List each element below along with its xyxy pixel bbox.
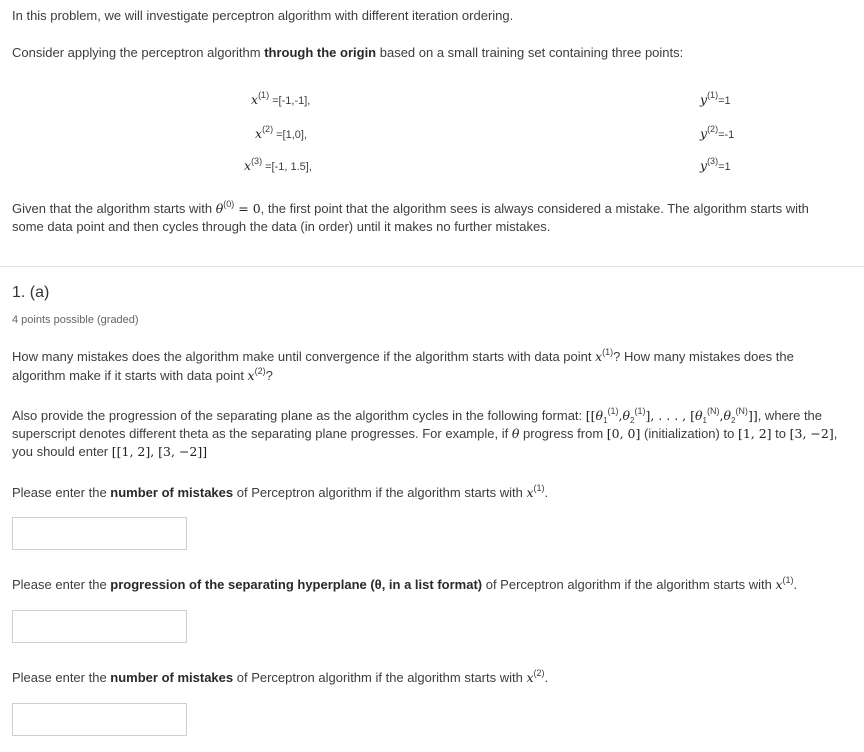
point-x1: $x^{(1)} =[-1,-1]$, bbox=[251, 90, 311, 107]
question-line-1: How many mistakes does the algorithm make until convergence if the algorithm starts with data point $x^{(1)}$? How many mistakes does the bbox=[12, 347, 794, 364]
point-y3: $y^{(3)}=1$ bbox=[700, 156, 731, 173]
format-line-1: Also provide the progression of the separating plane as the algorithm cycles in the following format: [$[\theta_1^{(1)},\theta_2^{(1)}]$, . . . , $[\theta_1^{(N)},\theta_2^{(N)}]$], where the bbox=[12, 406, 823, 425]
given-line-2: some data point and then cycles through the data (in order) until it makes no further mistakes. bbox=[12, 219, 551, 234]
answer-input-1[interactable] bbox=[12, 517, 187, 550]
question-number: 1. (a) bbox=[12, 284, 50, 301]
point-x2: $x^{(2)} =[1,0]$, bbox=[255, 124, 308, 141]
intro-line-2: Consider applying the perceptron algorithm through the origin based on a small training set containing three points: bbox=[12, 45, 684, 60]
format-line-3: you should enter [[1, 2], [3, −2]] bbox=[12, 444, 208, 459]
points-possible: 4 points possible (graded) bbox=[12, 314, 139, 326]
answer-input-3[interactable] bbox=[12, 703, 187, 736]
question-line-2: algorithm make if it starts with data point $x^{(2)}$? bbox=[12, 366, 273, 383]
prompt-3: Please enter the number of mistakes of Perceptron algorithm if the algorithm starts with $x^{(2)}$. bbox=[12, 668, 549, 685]
point-x3: $x^{(3)} =[-1$, 1.5], bbox=[244, 156, 312, 173]
format-line-2: superscript denotes different theta as the separating plane progresses. For example, if θ progress from [0, 0] (initialization) to [1, 2] to [3, −2], bbox=[12, 426, 838, 441]
prompt-2: Please enter the progression of the separating hyperplane (θ, in a list format) of Perceptron algorithm if the algorithm starts with $x^{(1)}$. bbox=[12, 575, 798, 592]
point-y1: $y^{(1)}=1$ bbox=[700, 90, 731, 107]
given-line-1: Given that the algorithm starts with $\theta^{(0)} = 0$, the first point that the algorithm sees is always considered a mistake. The algorithm starts with bbox=[12, 199, 809, 216]
section-divider bbox=[0, 266, 864, 267]
intro-line-1: In this problem, we will investigate perceptron algorithm with different iteration ordering. bbox=[12, 8, 514, 23]
prompt-1: Please enter the number of mistakes of Perceptron algorithm if the algorithm starts with $x^{(1)}$. bbox=[12, 483, 549, 500]
point-y2: $y^{(2)}=-1$ bbox=[700, 124, 735, 141]
answer-input-2[interactable] bbox=[12, 610, 187, 643]
